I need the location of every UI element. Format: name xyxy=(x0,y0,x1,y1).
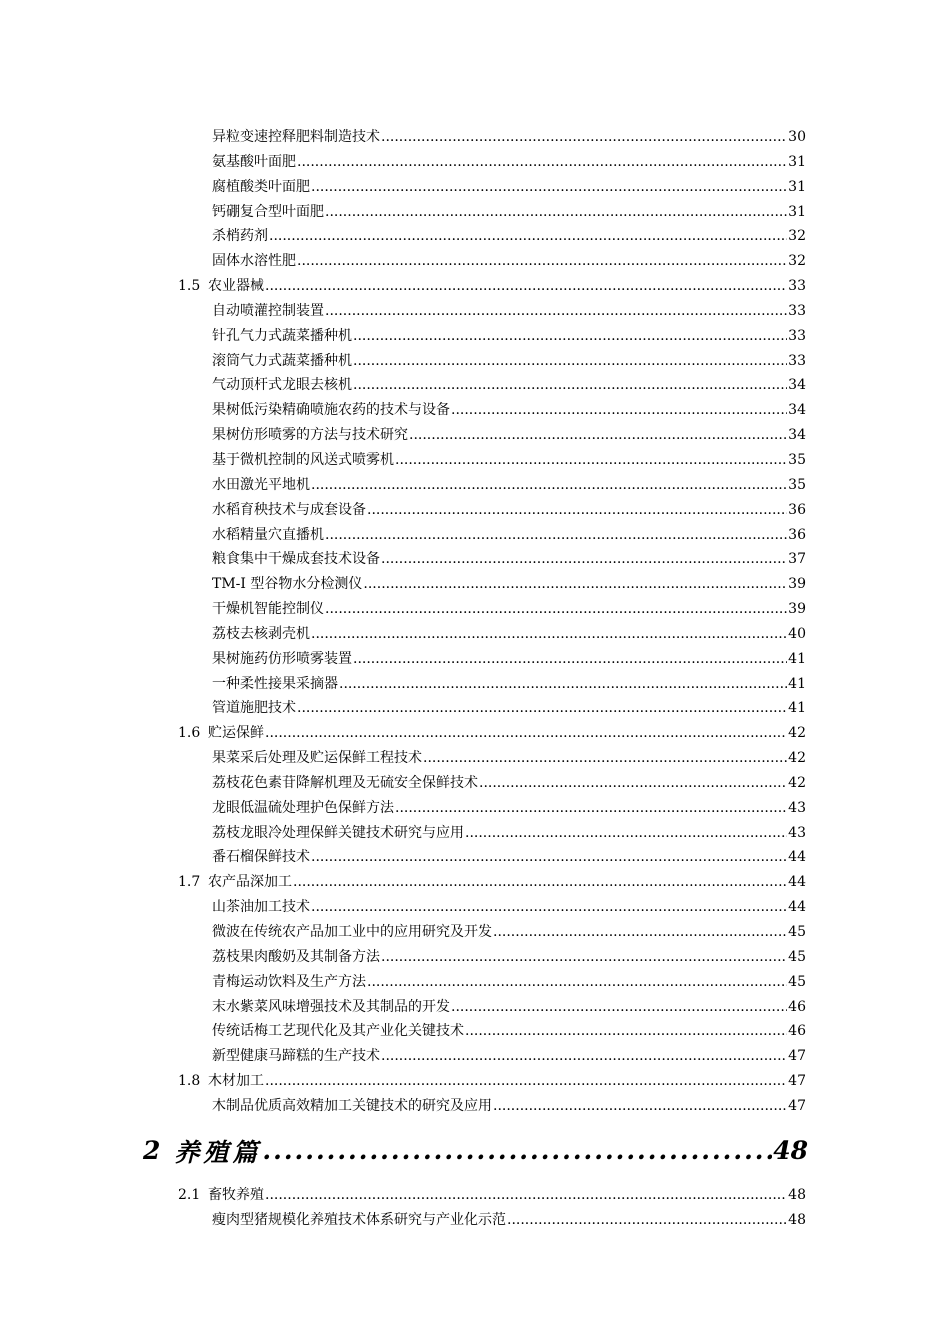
dot-leader xyxy=(311,175,787,200)
toc-page-number: 45 xyxy=(788,924,806,940)
toc-entry[interactable] xyxy=(0,970,806,995)
dot-leader xyxy=(451,995,787,1020)
toc-page-number: 42 xyxy=(788,774,806,791)
toc-entry-title: 新型健康马蹄糕的生产技术 xyxy=(212,1048,380,1065)
toc-page-number: 47 xyxy=(788,1048,806,1065)
dot-leader xyxy=(465,821,787,846)
toc-entry[interactable] xyxy=(0,299,806,324)
dot-leader xyxy=(353,349,787,374)
dot-leader xyxy=(451,398,787,423)
toc-entry-title: 滚筒气力式蔬菜播种机 xyxy=(212,352,352,369)
toc-entry-title: 干燥机智能控制仪 xyxy=(212,601,324,618)
table-of-contents xyxy=(0,125,950,1232)
section-number: 2.1 xyxy=(178,1186,201,1203)
dot-leader xyxy=(339,672,787,697)
toc-entry[interactable] xyxy=(0,448,806,473)
toc-entry-title: 氨基酸叶面肥 xyxy=(212,153,296,170)
toc-entry-title: 果树施药仿形喷雾装置 xyxy=(212,650,352,667)
toc-entry[interactable] xyxy=(0,771,806,796)
toc-entry[interactable] xyxy=(0,746,806,771)
toc-entry[interactable] xyxy=(0,125,806,150)
toc-page-number: 48 xyxy=(773,1136,808,1166)
dot-leader xyxy=(325,523,787,548)
dot-leader xyxy=(297,249,787,274)
toc-page-number: 45 xyxy=(788,948,806,965)
dot-leader xyxy=(363,572,787,597)
toc-entry-title: 荔枝龙眼冷处理保鲜关键技术研究与应用 xyxy=(212,824,464,841)
section-number: 1.5 xyxy=(178,278,201,295)
toc-page-number: 41 xyxy=(788,650,806,667)
toc-entry[interactable] xyxy=(0,622,806,647)
toc-entry[interactable] xyxy=(0,1019,806,1044)
toc-page-number: 34 xyxy=(788,402,806,419)
toc-page-number: 36 xyxy=(788,526,806,543)
toc-section-1-6[interactable] xyxy=(0,721,806,746)
section-title: 畜牧养殖 xyxy=(208,1186,264,1203)
toc-entry[interactable] xyxy=(0,349,806,374)
dot-leader xyxy=(381,547,787,572)
toc-entry[interactable] xyxy=(0,224,806,249)
toc-entry[interactable] xyxy=(0,523,806,548)
dot-leader xyxy=(297,150,787,175)
toc-entry[interactable] xyxy=(0,547,806,572)
toc-page-number: 44 xyxy=(788,849,806,866)
dot-leader xyxy=(381,125,787,150)
toc-page-number: 35 xyxy=(788,476,806,493)
toc-entry-title: 荔枝花色素苷降解机理及无硫安全保鲜技术 xyxy=(212,774,478,791)
toc-entry-title: 水田激光平地机 xyxy=(212,476,310,493)
toc-entry-title: 番石榴保鲜技术 xyxy=(212,849,310,866)
toc-entry[interactable] xyxy=(0,1044,806,1069)
dot-leader xyxy=(325,597,787,622)
dot-leader xyxy=(367,498,787,523)
toc-page-number: 41 xyxy=(788,675,806,692)
toc-entry-title: 水稻精量穴直播机 xyxy=(212,526,324,543)
dot-leader xyxy=(353,647,787,672)
toc-chapter-2[interactable] xyxy=(0,1119,808,1183)
dot-leader xyxy=(395,448,787,473)
toc-section-1-7[interactable] xyxy=(0,870,806,895)
dot-leader xyxy=(493,1094,787,1119)
dot-leader xyxy=(465,1019,787,1044)
toc-entry[interactable] xyxy=(0,175,806,200)
toc-entry[interactable] xyxy=(0,696,806,721)
toc-entry-title: 果树仿形喷雾的方法与技术研究 xyxy=(212,427,408,444)
dot-leader xyxy=(311,473,787,498)
toc-entry[interactable] xyxy=(0,597,806,622)
toc-entry-title: TM-I 型谷物水分检测仪 xyxy=(212,576,363,593)
dot-leader xyxy=(265,274,787,299)
toc-page-number: 39 xyxy=(788,576,806,593)
toc-entry[interactable] xyxy=(0,845,806,870)
section-title: 农产品深加工 xyxy=(208,874,292,891)
toc-entry-title: 微波在传统农产品加工业中的应用研究及开发 xyxy=(212,924,492,940)
toc-page-number: 33 xyxy=(788,352,806,369)
dot-leader xyxy=(353,373,787,398)
dot-leader xyxy=(381,945,787,970)
toc-page-number: 46 xyxy=(788,998,806,1015)
toc-entry-title: 钙硼复合型叶面肥 xyxy=(212,203,324,220)
dot-leader xyxy=(325,200,787,225)
toc-section-1-8[interactable] xyxy=(0,1069,806,1094)
toc-entry[interactable] xyxy=(0,895,806,920)
toc-entry-title: 荔枝果肉酸奶及其制备方法 xyxy=(212,948,380,965)
toc-entry-title: 基于微机控制的风送式喷雾机 xyxy=(212,451,394,468)
toc-entry[interactable] xyxy=(0,1208,806,1233)
dot-leader xyxy=(395,796,787,821)
toc-entry[interactable] xyxy=(0,324,806,349)
toc-entry-title: 果菜采后处理及贮运保鲜工程技术 xyxy=(212,750,422,767)
toc-entry-title: 自动喷灌控制装置 xyxy=(212,302,324,319)
toc-entry[interactable] xyxy=(0,150,806,175)
toc-page-number: 34 xyxy=(788,427,806,444)
toc-entry[interactable] xyxy=(0,647,806,672)
dot-leader xyxy=(265,1183,787,1208)
toc-page-number: 48 xyxy=(788,1211,806,1228)
dot-leader xyxy=(325,299,787,324)
toc-page-number: 47 xyxy=(788,1097,806,1114)
section-title: 农业器械 xyxy=(208,278,264,295)
toc-page-number: 32 xyxy=(788,253,806,270)
toc-entry-title: 杀梢药剂 xyxy=(212,228,268,245)
dot-leader xyxy=(479,771,787,796)
dot-leader xyxy=(262,1136,772,1165)
toc-page-number: 39 xyxy=(788,601,806,618)
dot-leader xyxy=(265,1069,787,1094)
toc-page-number: 47 xyxy=(788,1073,806,1090)
toc-entry[interactable] xyxy=(0,249,806,274)
dot-leader xyxy=(507,1208,787,1233)
dot-leader xyxy=(293,870,787,895)
dot-leader xyxy=(311,895,787,920)
toc-entry-title: 一种柔性接果采摘器 xyxy=(212,675,338,692)
toc-entry-title: 异粒变速控释肥料制造技术 xyxy=(212,129,380,145)
toc-page-number: 45 xyxy=(788,973,806,990)
toc-entry[interactable] xyxy=(0,473,806,498)
toc-entry[interactable] xyxy=(0,920,806,945)
dot-leader xyxy=(265,721,787,746)
toc-entry-title: 瘦肉型猪规模化养殖技术体系研究与产业化示范 xyxy=(212,1211,506,1228)
chapter-title: 养殖篇 xyxy=(174,1137,262,1167)
toc-page-number: 31 xyxy=(788,203,806,220)
toc-entry-title: 固体水溶性肥 xyxy=(212,253,296,270)
toc-page-number: 46 xyxy=(788,1023,806,1040)
section-number: 1.8 xyxy=(178,1073,201,1090)
toc-page-number: 35 xyxy=(788,451,806,468)
toc-page-number: 36 xyxy=(788,501,806,518)
toc-page-number: 34 xyxy=(788,377,806,394)
toc-entry-title: 果树低污染精确喷施农药的技术与设备 xyxy=(212,402,450,419)
section-title: 木材加工 xyxy=(208,1073,264,1090)
dot-leader xyxy=(353,324,787,349)
toc-page-number: 44 xyxy=(788,874,806,891)
dot-leader xyxy=(269,224,787,249)
toc-entry[interactable] xyxy=(0,821,806,846)
toc-page-number: 42 xyxy=(788,725,806,742)
toc-entry-title: 木制品优质高效精加工关键技术的研究及应用 xyxy=(212,1097,492,1114)
section-title: 贮运保鲜 xyxy=(208,725,264,742)
toc-entry-title: 龙眼低温硫处理护色保鲜方法 xyxy=(212,799,394,816)
toc-entry-title: 腐植酸类叶面肥 xyxy=(212,178,310,195)
section-number: 1.7 xyxy=(178,874,201,891)
toc-entry[interactable] xyxy=(0,945,806,970)
toc-page-number: 31 xyxy=(788,178,806,195)
toc-entry[interactable] xyxy=(0,796,806,821)
toc-entry[interactable] xyxy=(0,1094,806,1119)
toc-entry-title: 末水紫菜风味增强技术及其制品的开发 xyxy=(212,998,450,1015)
dot-leader xyxy=(311,845,787,870)
toc-entry-title: 针孔气力式蔬菜播种机 xyxy=(212,327,352,344)
toc-page-number: 40 xyxy=(788,625,806,642)
toc-entry-title: 青梅运动饮料及生产方法 xyxy=(212,973,366,990)
toc-page-number: 31 xyxy=(788,153,806,170)
dot-leader xyxy=(297,696,787,721)
toc-section-1-5[interactable] xyxy=(0,274,806,299)
toc-entry[interactable] xyxy=(0,423,806,448)
dot-leader xyxy=(311,622,787,647)
toc-page-number: 42 xyxy=(788,750,806,767)
toc-page-number: 37 xyxy=(788,551,806,568)
toc-entry-title: 荔枝去核剥壳机 xyxy=(212,625,310,642)
toc-entry-title: 传统话梅工艺现代化及其产业化关键技术 xyxy=(212,1023,464,1040)
toc-entry[interactable] xyxy=(0,572,806,597)
dot-leader xyxy=(381,1044,787,1069)
toc-page-number: 43 xyxy=(788,824,806,841)
section-number: 1.6 xyxy=(178,725,201,742)
toc-entry[interactable] xyxy=(0,373,806,398)
toc-entry[interactable] xyxy=(0,995,806,1020)
toc-entry-title: 气动顶杆式龙眼去核机 xyxy=(212,377,352,394)
toc-page-number: 32 xyxy=(788,228,806,245)
toc-page-number: 41 xyxy=(788,700,806,717)
dot-leader xyxy=(409,423,787,448)
dot-leader xyxy=(423,746,787,771)
toc-page-number: 44 xyxy=(788,899,806,916)
toc-entry[interactable] xyxy=(0,498,806,523)
toc-page-number: 30 xyxy=(788,129,806,145)
toc-entry-title: 管道施肥技术 xyxy=(212,700,296,717)
toc-page-number: 43 xyxy=(788,799,806,816)
toc-entry[interactable] xyxy=(0,200,806,225)
chapter-number: 2 xyxy=(143,1136,161,1166)
toc-page-number: 48 xyxy=(788,1186,806,1203)
toc-entry-title: 水稻育秧技术与成套设备 xyxy=(212,501,366,518)
dot-leader xyxy=(493,920,787,945)
toc-entry-title: 山茶油加工技术 xyxy=(212,899,310,916)
toc-section-2-1[interactable] xyxy=(0,1183,806,1208)
toc-page-number: 33 xyxy=(788,327,806,344)
toc-page-number: 33 xyxy=(788,302,806,319)
dot-leader xyxy=(367,970,787,995)
toc-entry-title: 粮食集中干燥成套技术设备 xyxy=(212,551,380,568)
toc-entry[interactable] xyxy=(0,672,806,697)
toc-page-number: 33 xyxy=(788,278,806,295)
toc-entry[interactable] xyxy=(0,398,806,423)
